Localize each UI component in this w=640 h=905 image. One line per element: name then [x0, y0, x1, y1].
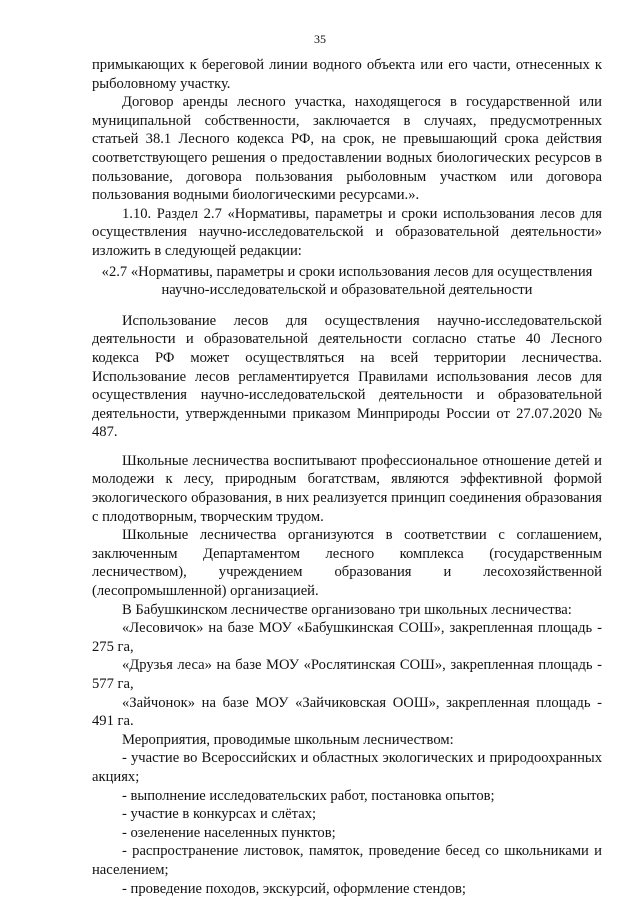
page-number: 35 — [314, 32, 326, 46]
paragraph: Договор аренды лесного участка, находящегося в государственной или муниципальной собственности, заключается в случаях, предусмотренных статьей 38.1 Лесного кодекса РФ, на срок, не превышающий срока действия соответствующего решения о предоставлении водных биологических ресурсов в пользование, договора пользования рыболовным участком или договора пользования водными биологическими ресурсами.». — [92, 94, 602, 204]
paragraph: «Лесовичок» на базе МОУ «Бабушкинская СОШ», закрепленная площадь - 275 га, — [92, 620, 602, 655]
paragraph: «Друзья леса» на базе МОУ «Рослятинская СОШ», закрепленная площадь - 577 га, — [92, 657, 602, 692]
paragraph: Мероприятия, проводимые школьным лесничеством: — [122, 731, 454, 748]
document-body — [92, 56, 602, 898]
paragraph: «2.7 «Нормативы, параметры и сроки использования лесов для осуществления научно-исследовательской и образовательной деятельности — [101, 263, 593, 299]
paragraph: - участие во Всероссийских и областных экологических и природоохранных акциях; — [92, 750, 602, 785]
paragraph: - проведение походов, экскурсий, оформление стендов; — [122, 880, 466, 897]
paragraph: - участие в конкурсах и слётах; — [122, 806, 317, 823]
paragraph: Школьные лесничества воспитывают профессиональное отношение детей и молодежи к лесу, природным богатствам, являются эффективной формой экологического образования, в них реализуется принцип соединения образования с плодотворным, творческим трудом. — [92, 452, 602, 525]
paragraph: Использование лесов для осуществления научно-исследовательской деятельности и образовательной деятельности согласно статье 40 Лесного кодекса РФ может осуществляться на всей территории лесничества. Использование лесов регламентируется Правилами использования лесов для осуществления научно-исследовательской деятельности и образовательной деятельности, утвержденными приказом Минприроды России от 27.07.2020 № 487. — [92, 312, 602, 441]
paragraph: - озеленение населенных пунктов; — [122, 824, 336, 841]
paragraph: «Зайчонок» на базе МОУ «Зайчиковская ООШ», закрепленная площадь - 491 га. — [92, 694, 602, 730]
paragraph: - выполнение исследовательских работ, постановка опытов; — [122, 787, 495, 804]
paragraph: - распространение листовок, памяток, проведение бесед со школьниками и населением; — [92, 843, 602, 878]
paragraph: примыкающих к береговой линии водного объекта или его части, отнесенных к рыболовному участку. — [92, 57, 602, 92]
paragraph: В Бабушкинском лесничестве организовано три школьных лесничества: — [122, 601, 572, 618]
paragraph: Школьные лесничества организуются в соответствии с соглашением, заключенным Департаментом лесного комплекса (государственным лесничеством), учреждением образования и лесохозяйственной (лесопромышленной) организацией. — [92, 527, 602, 600]
paragraph: 1.10. Раздел 2.7 «Нормативы, параметры и сроки использования лесов для осуществления научно-исследовательской и образовательной деятельности» изложить в следующей редакции: — [92, 205, 602, 259]
